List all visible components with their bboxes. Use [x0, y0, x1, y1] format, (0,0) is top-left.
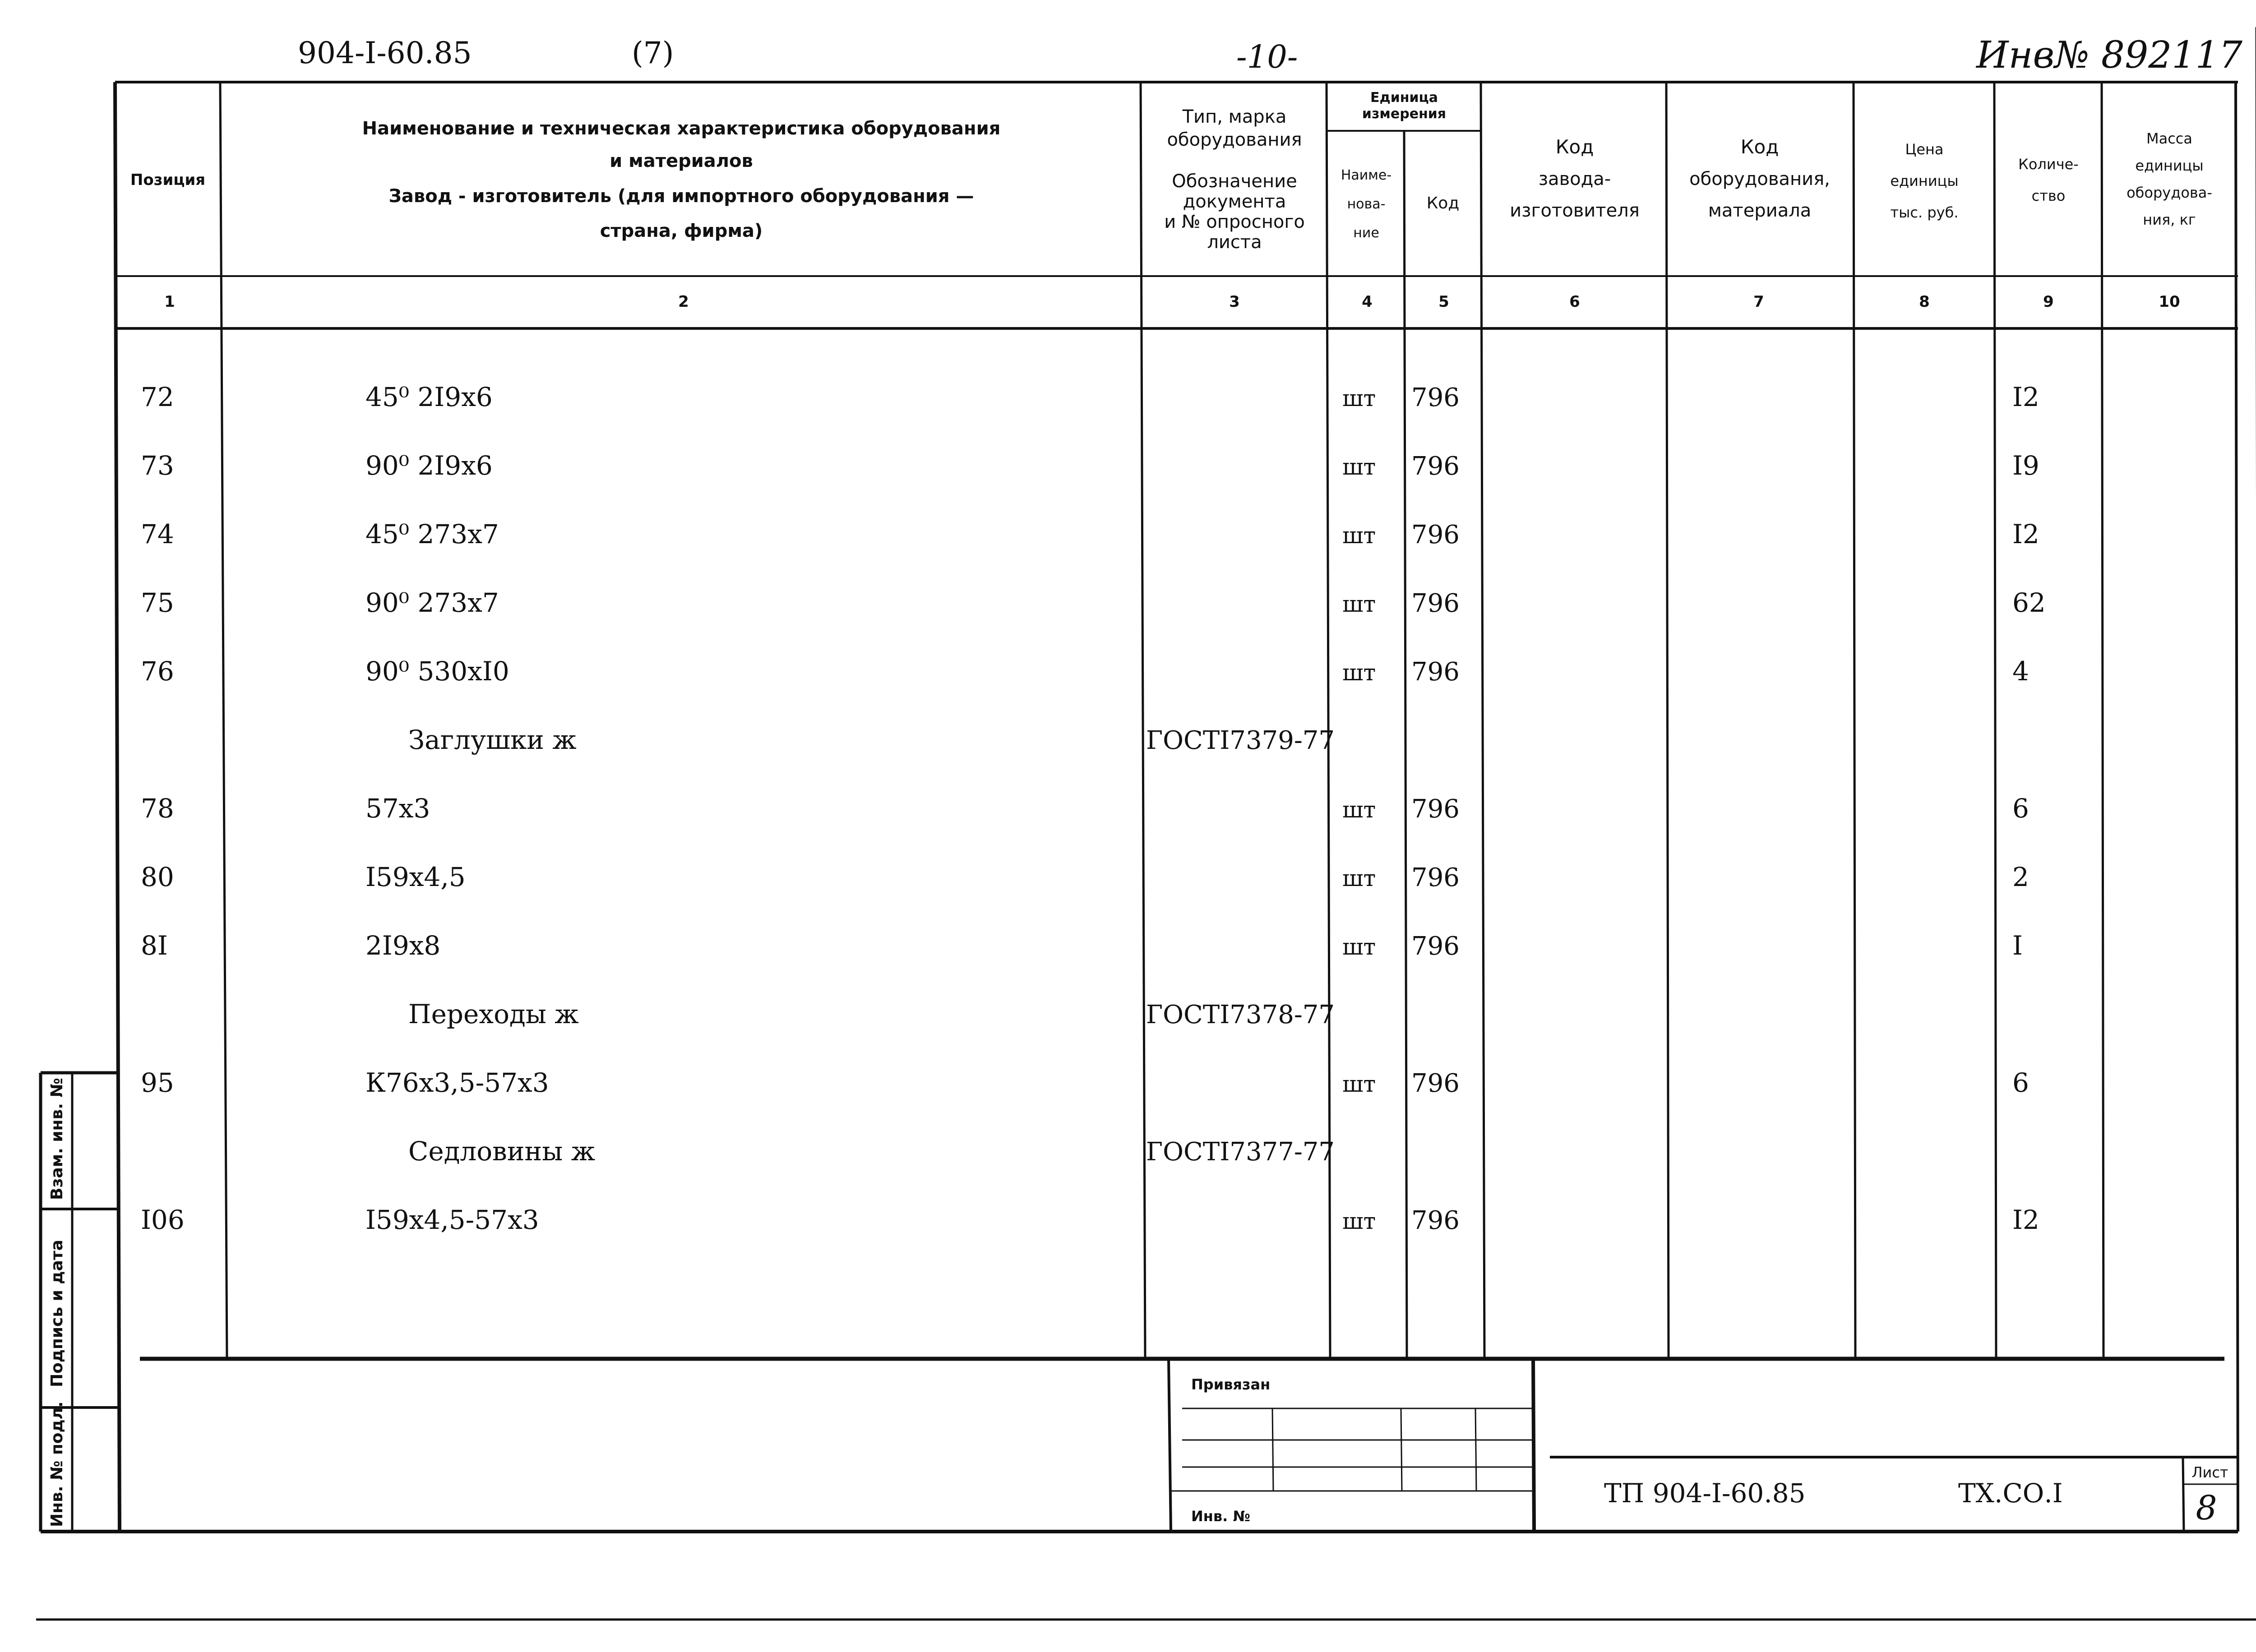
row-unit-code: 796 — [1411, 794, 1460, 824]
row-name: К76x3,5-57x3 — [365, 1067, 549, 1098]
doc-code-top: 904-I-60.85 — [298, 36, 472, 70]
header-mass-line2: единицы — [2135, 157, 2204, 174]
row-unit: шт — [1342, 660, 1376, 686]
header-plant-code-line3: изготовителя — [1510, 200, 1640, 221]
header-unit-name-line2: нова- — [1347, 196, 1386, 212]
column-number: 1 — [164, 293, 175, 311]
row-name: 45⁰ 273x7 — [365, 519, 499, 549]
row-unit: шт — [1342, 797, 1376, 823]
title-block — [1169, 1359, 2237, 1532]
table-row — [141, 930, 2023, 961]
header-type-line1: Тип, марка — [1182, 106, 1287, 127]
header-type-line4: документа — [1183, 191, 1286, 212]
row-quantity: I2 — [2012, 519, 2039, 549]
row-position: 78 — [141, 793, 174, 824]
row-quantity: 6 — [2012, 1067, 2029, 1098]
header-unit-line2: измерения — [1362, 106, 1447, 122]
row-unit: шт — [1342, 934, 1376, 960]
header-mass-line3: оборудова- — [2127, 184, 2212, 201]
row-unit-code: 796 — [1411, 383, 1460, 412]
row-position: 73 — [141, 450, 174, 481]
header-type-line2: оборудования — [1167, 129, 1302, 150]
header-name-line2: и материалов — [610, 151, 753, 171]
row-quantity: 62 — [2012, 587, 2046, 618]
inventory-number: Инв№ 892117 — [1976, 34, 2242, 77]
stamp-sheet-label: Лист — [2191, 1464, 2228, 1481]
row-name: 90⁰ 2I9x6 — [365, 450, 493, 481]
row-unit-code: 796 — [1411, 452, 1460, 481]
row-position: I06 — [141, 1204, 185, 1235]
stamp-document-mark: ТХ.СО.I — [1958, 1478, 2063, 1509]
table-row — [141, 450, 2039, 481]
header-plant-code-line2: завода- — [1538, 169, 1611, 189]
row-position: 76 — [141, 656, 174, 687]
row-name: Седловины ж — [408, 1136, 596, 1167]
header-unit-line1: Единица — [1370, 90, 1438, 106]
row-quantity: 4 — [2012, 656, 2029, 687]
table-row — [408, 999, 1335, 1029]
header-material-code-line1: Код — [1740, 136, 1779, 158]
row-position: 95 — [141, 1067, 174, 1098]
table-row — [141, 1067, 2029, 1098]
row-unit-code: 796 — [1411, 520, 1460, 549]
header-unit-name-line3: ние — [1353, 225, 1379, 241]
column-number: 2 — [678, 293, 689, 311]
row-unit-code: 796 — [1411, 1069, 1460, 1098]
stamp-inv-no: Инв. № — [1191, 1508, 1250, 1525]
row-name: I59x4,5 — [365, 862, 466, 892]
stamp-document-code: ТП 904-I-60.85 — [1604, 1478, 1806, 1509]
header-type-line5: и № опросного — [1164, 212, 1305, 232]
side-label-signature-date: Подпись и дата — [48, 1240, 66, 1387]
row-quantity: I2 — [2012, 382, 2039, 412]
row-unit-code: 796 — [1411, 1206, 1460, 1235]
page-number: -10- — [1236, 38, 1298, 75]
row-position: 75 — [141, 587, 174, 618]
part-number: (7) — [632, 36, 674, 70]
row-unit: шт — [1342, 1071, 1376, 1097]
table-header — [130, 90, 2212, 311]
header-mass-line1: Масса — [2146, 130, 2193, 147]
column-number: 9 — [2043, 293, 2054, 311]
column-number: 8 — [1919, 293, 1930, 311]
row-name: 90⁰ 273x7 — [365, 587, 499, 618]
column-number: 6 — [1569, 293, 1580, 311]
table-row — [141, 587, 2046, 618]
table-row — [141, 1204, 2039, 1235]
row-unit: шт — [1342, 522, 1376, 549]
header-unit-code: Код — [1426, 194, 1460, 212]
row-quantity: 2 — [2012, 862, 2029, 892]
table-row — [141, 793, 2029, 824]
stamp-privyazan: Привязан — [1191, 1376, 1271, 1393]
row-document: ГОСТI7379-77 — [1146, 726, 1335, 755]
row-document: ГОСТI7378-77 — [1146, 1000, 1335, 1029]
header-name-line3: Завод - изготовитель (для импортного оборудования — — [388, 186, 974, 207]
table-row — [141, 656, 2029, 687]
side-label-original-inv: Инв. № подл. — [48, 1401, 66, 1527]
side-stamp — [41, 1073, 118, 1532]
table-row — [141, 519, 2039, 549]
row-position: 74 — [141, 519, 174, 549]
column-number: 10 — [2159, 293, 2180, 311]
column-number: 4 — [1362, 293, 1373, 311]
header-material-code-line3: материала — [1708, 200, 1812, 221]
row-name: 57x3 — [365, 793, 430, 824]
row-unit: шт — [1342, 385, 1376, 411]
header-qty-line2: ство — [2031, 187, 2066, 204]
row-name: 2I9x8 — [365, 930, 441, 961]
row-position: 72 — [141, 382, 174, 412]
row-unit-code: 796 — [1411, 932, 1460, 961]
table-row — [408, 724, 1335, 755]
row-position: 80 — [141, 862, 174, 892]
row-unit: шт — [1342, 454, 1376, 480]
header-price-line3: тыс. руб. — [1890, 204, 1959, 221]
table-row — [141, 862, 2029, 892]
column-number: 5 — [1438, 293, 1449, 311]
row-document: ГОСТI7377-77 — [1146, 1137, 1335, 1167]
row-quantity: I2 — [2012, 1204, 2039, 1235]
table-row — [408, 1136, 1335, 1167]
header-type-line3: Обозначение — [1172, 171, 1297, 192]
row-quantity: I — [2012, 930, 2023, 961]
row-position: 8I — [141, 930, 168, 961]
stamp-sheet-number: 8 — [2196, 1489, 2217, 1527]
row-name: 45⁰ 2I9x6 — [365, 382, 493, 412]
table-body — [141, 382, 2046, 1235]
row-unit-code: 796 — [1411, 589, 1460, 618]
row-unit: шт — [1342, 591, 1376, 617]
header-mass-line4: ния, кг — [2143, 211, 2196, 228]
row-unit-code: 796 — [1411, 657, 1460, 687]
row-unit: шт — [1342, 865, 1376, 891]
header-material-code-line2: оборудования, — [1689, 169, 1830, 189]
header-unit-name-line1: Наиме- — [1341, 167, 1392, 183]
header-position: Позиция — [130, 171, 206, 189]
header-type-line6: листа — [1207, 232, 1262, 253]
header-qty-line1: Количе- — [2018, 156, 2079, 173]
header-price-line1: Цена — [1905, 141, 1944, 158]
header-price-line2: единицы — [1890, 172, 1959, 189]
row-name: Переходы ж — [408, 999, 579, 1029]
row-quantity: I9 — [2012, 450, 2039, 481]
table-row — [141, 382, 2039, 412]
header-name-line1: Наименование и техническая характеристика оборудования — [362, 118, 1001, 139]
row-name: Заглушки ж — [408, 724, 577, 755]
row-unit-code: 796 — [1411, 863, 1460, 892]
side-label-replaced-inv: Взам. инв. № — [48, 1078, 66, 1200]
row-unit: шт — [1342, 1208, 1376, 1234]
column-number: 3 — [1229, 293, 1240, 311]
header-plant-code-line1: Код — [1555, 136, 1594, 158]
row-name: 90⁰ 530xI0 — [365, 656, 509, 687]
row-quantity: 6 — [2012, 793, 2029, 824]
header-name-line4: страна, фирма) — [600, 221, 763, 241]
row-name: I59x4,5-57x3 — [365, 1204, 539, 1235]
column-number: 7 — [1753, 293, 1764, 311]
